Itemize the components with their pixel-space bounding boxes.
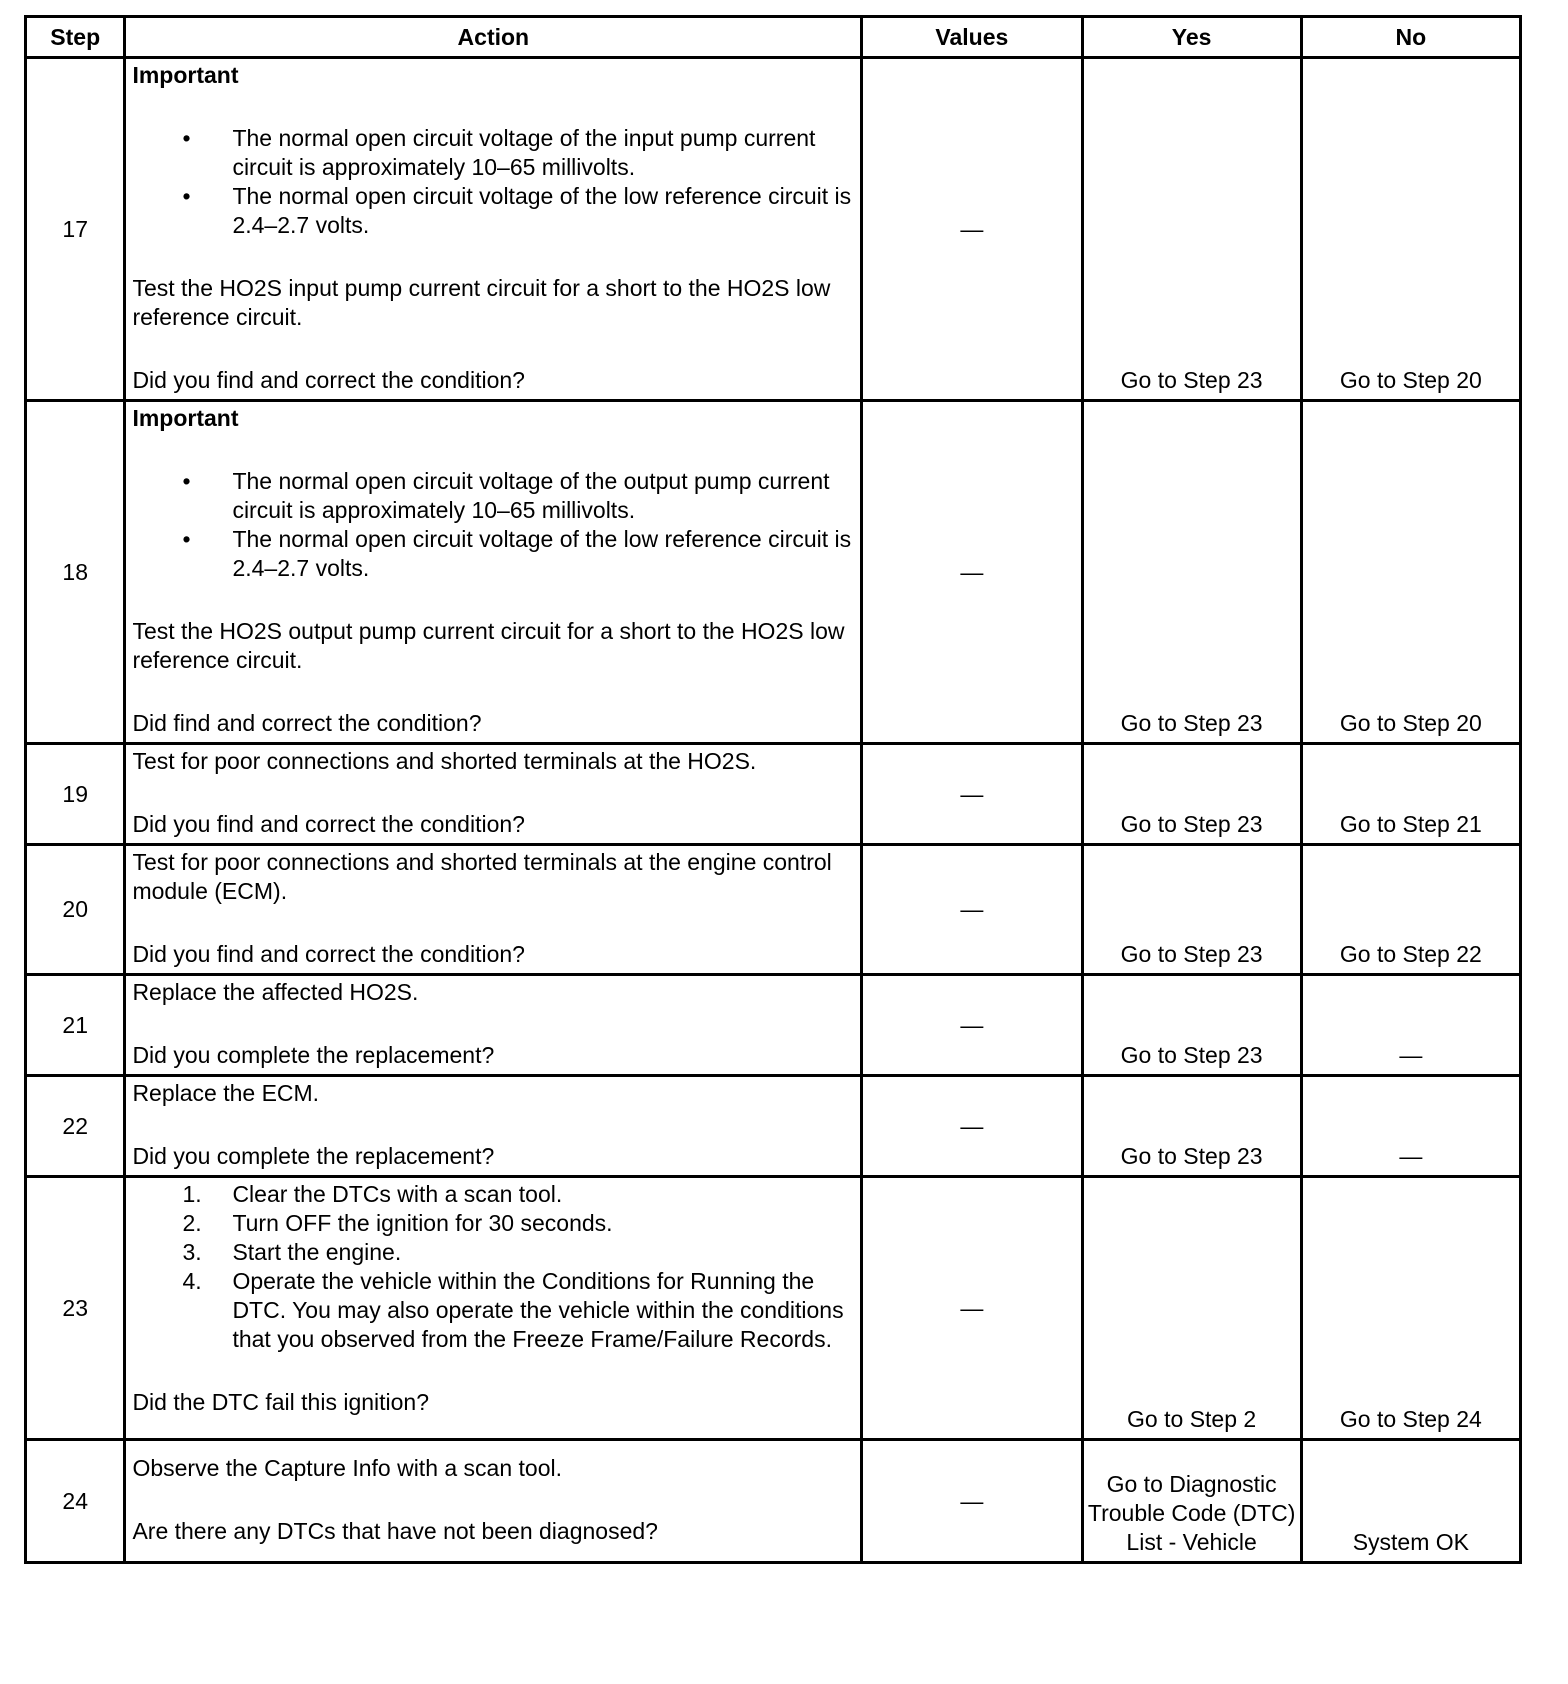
important-label: Important: [132, 405, 239, 431]
bullet-list: [132, 124, 852, 240]
action-cell: [125, 744, 862, 845]
values-cell: —: [862, 975, 1082, 1076]
header-values: Values: [862, 17, 1082, 58]
action-cell: [125, 1440, 862, 1563]
instruction-text: Test for poor connections and shorted terminals at the engine control module (ECM).: [132, 849, 832, 904]
table-row: [26, 1177, 1521, 1440]
bullet-list: [132, 467, 852, 583]
no-cell: Go to Step 22: [1301, 845, 1520, 975]
diagnostic-table: [24, 15, 1522, 1564]
yes-cell: Go to Step 23: [1082, 744, 1301, 845]
header-action: Action: [125, 17, 862, 58]
action-cell: [125, 58, 862, 401]
table-row: [26, 1440, 1521, 1563]
step-number: 18: [26, 401, 125, 744]
numbered-list: [132, 1180, 852, 1354]
no-cell: —: [1301, 1076, 1520, 1177]
yes-cell: Go to Step 23: [1082, 401, 1301, 744]
table-row: [26, 744, 1521, 845]
instruction-text: Test for poor connections and shorted terminals at the HO2S.: [132, 748, 757, 774]
no-cell: Go to Step 20: [1301, 401, 1520, 744]
step-number: 19: [26, 744, 125, 845]
list-item: • The normal open circuit voltage of the low reference circuit is 2.4–2.7 volts.: [132, 182, 852, 240]
list-item: 4. Operate the vehicle within the Conditions for Running the DTC. You may also operate the vehicle within the conditions that you observed from the Freeze Frame/Failure Records.: [182, 1268, 844, 1352]
question-text: Are there any DTCs that have not been diagnosed?: [132, 1518, 658, 1544]
step-number: 24: [26, 1440, 125, 1563]
yes-cell: Go to Step 23: [1082, 58, 1301, 401]
no-cell: Go to Step 21: [1301, 744, 1520, 845]
values-cell: —: [862, 845, 1082, 975]
header-step: Step: [26, 17, 125, 58]
values-cell: —: [862, 1177, 1082, 1440]
action-cell: [125, 975, 862, 1076]
step-number: 22: [26, 1076, 125, 1177]
instruction-text: Observe the Capture Info with a scan tool.: [132, 1455, 563, 1481]
table-row: [26, 975, 1521, 1076]
values-cell: —: [862, 1076, 1082, 1177]
question-text: Did you complete the replacement?: [132, 1042, 495, 1068]
important-label: Important: [132, 62, 239, 88]
table-row: [26, 1076, 1521, 1177]
instruction-text: Replace the affected HO2S.: [132, 979, 419, 1005]
step-number: 23: [26, 1177, 125, 1440]
no-cell: Go to Step 24: [1301, 1177, 1520, 1440]
no-cell: —: [1301, 975, 1520, 1076]
list-item: • The normal open circuit voltage of the input pump current circuit is approximately 10–65 millivolts.: [132, 124, 852, 182]
question-text: Did you find and correct the condition?: [132, 941, 525, 967]
question-text: Did you complete the replacement?: [132, 1143, 495, 1169]
table-row: [26, 401, 1521, 744]
action-cell: [125, 1177, 862, 1440]
no-cell: Go to Step 20: [1301, 58, 1520, 401]
step-number: 17: [26, 58, 125, 401]
yes-cell: Go to Step 2: [1082, 1177, 1301, 1440]
step-number: 20: [26, 845, 125, 975]
list-item: • The normal open circuit voltage of the low reference circuit is 2.4–2.7 volts.: [132, 525, 852, 583]
yes-cell: Go to Step 23: [1082, 845, 1301, 975]
yes-cell: Go to Step 23: [1082, 1076, 1301, 1177]
action-cell: [125, 401, 862, 744]
list-item: 1. Clear the DTCs with a scan tool.: [182, 1181, 563, 1207]
instruction-text: Test the HO2S input pump current circuit for a short to the HO2S low reference circuit.: [132, 275, 831, 330]
step-number: 21: [26, 975, 125, 1076]
yes-cell: Go to Diagnostic Trouble Code (DTC) List - Vehicle: [1082, 1440, 1301, 1563]
yes-cell: Go to Step 23: [1082, 975, 1301, 1076]
list-item: 2. Turn OFF the ignition for 30 seconds.: [182, 1210, 613, 1236]
action-cell: [125, 845, 862, 975]
instruction-text: Test the HO2S output pump current circuit for a short to the HO2S low reference circuit.: [132, 618, 845, 673]
no-cell: System OK: [1301, 1440, 1520, 1563]
question-text: Did find and correct the condition?: [132, 710, 482, 736]
list-item: 3. Start the engine.: [182, 1239, 402, 1265]
action-cell: [125, 1076, 862, 1177]
values-cell: —: [862, 401, 1082, 744]
header-row: [26, 17, 1521, 58]
instruction-text: Replace the ECM.: [132, 1080, 320, 1106]
values-cell: —: [862, 1440, 1082, 1563]
question-text: Did you find and correct the condition?: [132, 367, 525, 393]
header-yes: Yes: [1082, 17, 1301, 58]
question-text: Did the DTC fail this ignition?: [132, 1389, 430, 1415]
table-row: [26, 58, 1521, 401]
values-cell: —: [862, 58, 1082, 401]
table-row: [26, 845, 1521, 975]
list-item: • The normal open circuit voltage of the output pump current circuit is approximately 10–65 millivolts.: [132, 467, 852, 525]
question-text: Did you find and correct the condition?: [132, 811, 525, 837]
values-cell: —: [862, 744, 1082, 845]
header-no: No: [1301, 17, 1520, 58]
